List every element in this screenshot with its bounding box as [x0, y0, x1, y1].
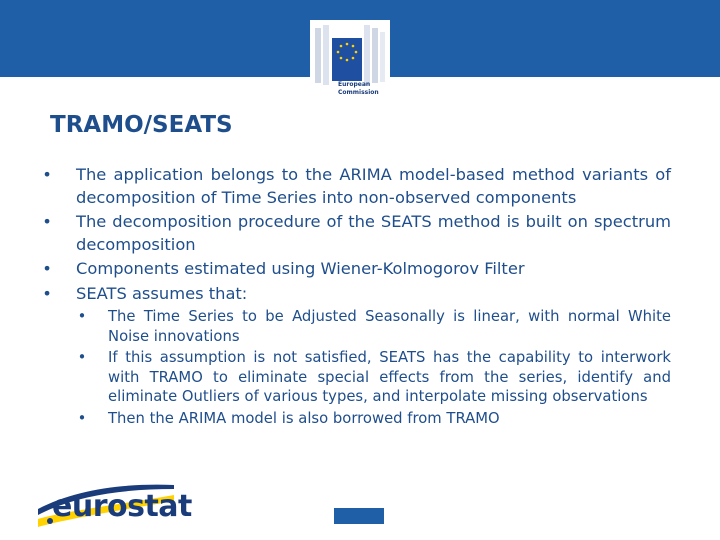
bullet-icon: • — [77, 308, 87, 325]
slide-title: TRAMO/SEATS — [50, 112, 233, 138]
bullet-icon: • — [42, 212, 52, 231]
page-number-block — [334, 508, 384, 524]
eurostat-logo — [36, 481, 192, 533]
bullet-icon: • — [42, 283, 52, 303]
bullet-icon: • — [77, 409, 87, 427]
sub-list-item: • Then the ARIMA model is also borrowed from TRAMO — [77, 409, 500, 427]
main-bullet-list — [41, 164, 671, 428]
bullet-icon: • — [42, 165, 52, 184]
list-item: • SEATS assumes that: • The Time Series to be Adjusted Seasonally is linear, with normal White Noise innovations • If this assumption is not satisfied, SEATS has the capability to interwork with TRAMO to eliminate special effects from the series, identify and eliminate Outliers of various types, and interpolate missing observations • Then the ARIMA model is also borrowed from TRAMO — [42, 283, 671, 427]
bullet-icon: • — [77, 349, 87, 366]
slide-content — [41, 164, 671, 430]
list-item: • The decomposition procedure of the SEATS method is built on spectrum decomposition — [42, 212, 671, 254]
european-commission-label: European Commission — [338, 81, 379, 96]
sub-list-item: • The Time Series to be Adjusted Seasonally is linear, with normal White Noise innovations — [77, 308, 671, 345]
sub-bullet-list — [76, 307, 671, 428]
bullet-icon: • — [42, 259, 52, 278]
list-item: • The application belongs to the ARIMA model-based method variants of decomposition of Time Series into non-observed components — [42, 165, 671, 207]
list-item: • Components estimated using Wiener-Kolmogorov Filter — [41, 258, 671, 281]
eurostat-wordmark: eurostat — [52, 489, 192, 524]
sub-list-item: • If this assumption is not satisfied, SEATS has the capability to interwork with TRAMO to eliminate special effects from the series, identify and eliminate Outliers of various types, and interpolate missing observations — [77, 349, 671, 405]
